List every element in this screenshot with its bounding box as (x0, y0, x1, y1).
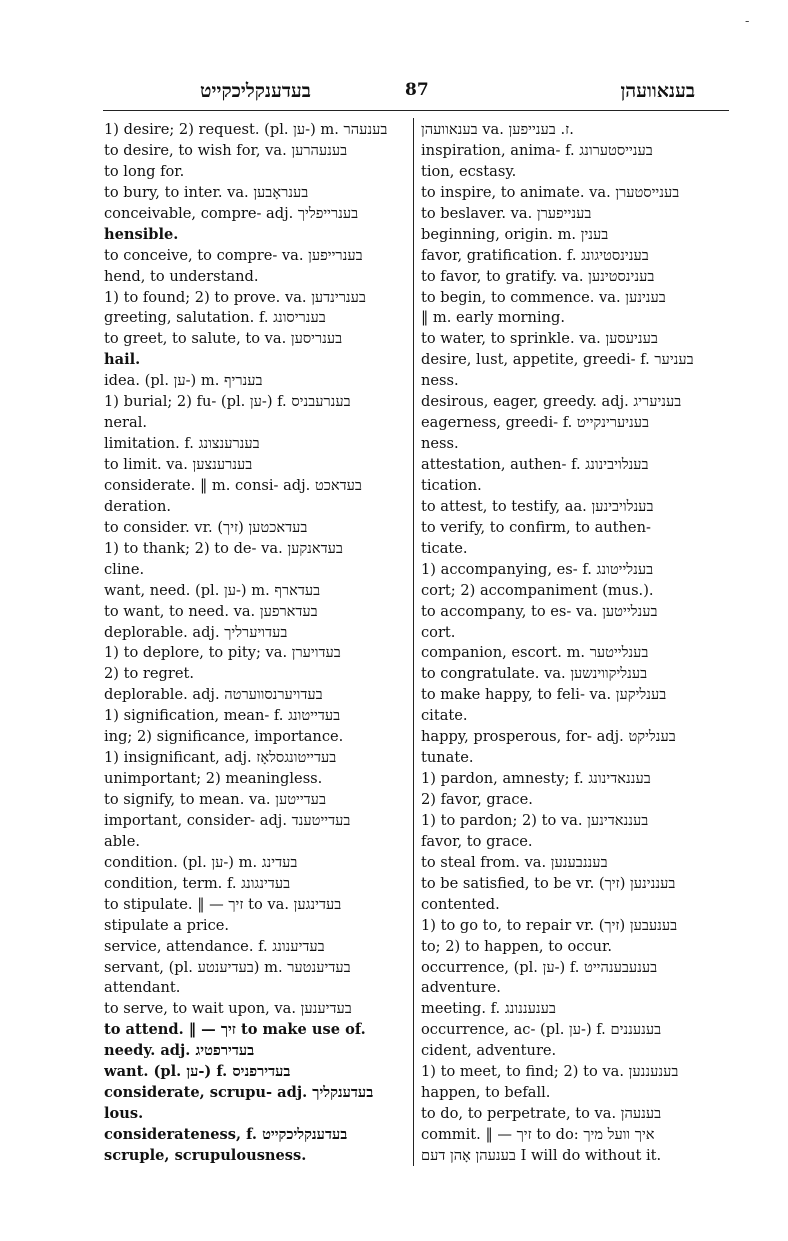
entry-line: hail. (104, 351, 141, 369)
entry-line: cline. (104, 560, 145, 578)
entry-line: 1) desire; 2) request. (pl. ען-) m. בענעהר (104, 121, 388, 138)
entry-line: stipulate a price. (104, 916, 230, 934)
entry-line: greeting, salutation. f. בענריסונג (104, 309, 326, 327)
entry-line: to limit. va. בענרענצען (104, 456, 253, 473)
entry-line: to congratulate. va. בענליקווינשען (421, 665, 648, 683)
entry-line: 1) to thank; 2) to de- va. בעדאנקען (104, 539, 343, 557)
entry-line: to make happy, to feli- va. בענליקען (421, 686, 667, 704)
entry-line: ness. (421, 435, 459, 453)
entry-line: attestation, authen- f. בענלויבינונג (421, 456, 649, 473)
entry-line: lous. (104, 1105, 144, 1123)
entry-line: בענעהן אָהן דעם I will do without it. (421, 1146, 662, 1164)
entry-line: to verify, to confirm, to authen- (421, 518, 651, 536)
entry-line: hensible. (104, 225, 179, 243)
entry-line: to accompany, to es- va. בענלייטען (421, 602, 658, 620)
entry-line: to attest, to testify, aa. בענלויבינען (421, 497, 654, 515)
entry-line: to begin, to commence. va. בענינען (421, 288, 666, 306)
entry-line: service, attendance. f. בעדיענונג (104, 937, 325, 955)
entry-line: to want, to need. va. בעדארפען (104, 602, 318, 620)
page-header (105, 80, 725, 108)
entry-line: considerate. ‖ m. consi- adj. בעדאכט (104, 476, 362, 494)
entry-line: 1) accompanying, es- f. בענלייטונג (421, 560, 654, 578)
entry-line: to do, to perpetrate, to va. בענעהן (421, 1105, 662, 1123)
entry-line: limitation. f. בענרענצונג (104, 435, 260, 453)
right-column (421, 120, 725, 1167)
entry-line: cort; 2) accompaniment (mus.). (421, 581, 654, 599)
entry-line: בענאוועהן va. ז. בענייפען. (421, 121, 574, 138)
entry-line: deplorable. adj. בעדויערנסווערטה (104, 686, 323, 704)
entry-line: ‖ m. early morning. (421, 309, 565, 327)
entry-line: occurrence, ac- (pl. ען-) f. בענעננים (421, 1021, 662, 1039)
entry-line: to desire, to wish for, va. בענעהרען (104, 141, 348, 159)
entry-line: meeting. f. בענעננונג (421, 1000, 556, 1018)
entry-line: cort. (421, 623, 456, 641)
entry-line: favor, gratification. f. בענינסטיגונג (421, 246, 649, 264)
entry-line: companion, escort. m. בענלייטער (421, 644, 649, 662)
entry-line: to beslaver. va. בענייפערן (421, 204, 592, 222)
entry-line: 2) favor, grace. (421, 791, 533, 808)
entry-line: citate. (421, 707, 468, 725)
entry-line: deplorable. adj. בעדויערליך (104, 623, 288, 641)
entry-line: to favor, to gratify. va. בענינסטינען (421, 267, 655, 285)
entry-line: 1) to found; 2) to prove. va. בענרינדען (104, 288, 366, 306)
entry-line: to greet, to salute, to va. בענריסען (104, 330, 343, 348)
entry-line: want, need. (pl. ען-) m. בעדארף (104, 581, 321, 599)
entry-line: adventure. (421, 979, 501, 997)
entry-line: condition, term. f. בעדינגונג (104, 874, 291, 892)
entry-line: 1) signification, mean- f. בעדייטונג (104, 707, 341, 725)
entry-line: ing; 2) significance, importance. (104, 728, 344, 746)
entry-line: to be satisfied, to be vr. (זיך) בעננינען (421, 874, 676, 892)
entry-line: to water, to sprinkle. va. בעניעסען (421, 330, 658, 348)
entry-line: 1) to meet, to find; 2) to va. בענעננען (421, 1063, 679, 1081)
entry-line: 1) insignificant, adj. בעדייטונגסלאָז (104, 749, 337, 767)
entry-line: eagerness, greedi- f. בעניערינקייט (421, 414, 650, 432)
entry-line: idea. (pl. ען-) m. בענריף (104, 372, 263, 390)
entry-line: neral. (104, 414, 148, 432)
left-guide-word: בעדענקליכקייט (200, 80, 311, 102)
entry-line: desirous, eager, greedy. adj. בעניעריג (421, 393, 682, 411)
entry-line: cident, adventure. (421, 1042, 557, 1060)
entry-line: important, consider- adj. בעדייטענד (104, 811, 351, 829)
entry-line: able. (104, 832, 140, 850)
entry-line: tion, ecstasy. (421, 162, 517, 180)
entry-line: want. (pl. ען-) f. בעדירפניס (104, 1063, 291, 1081)
left-column (104, 120, 406, 1167)
entry-line: 2) to regret. (104, 665, 194, 683)
entry-line: occurrence, (pl. ען-) f. בענעבענהייט (421, 958, 658, 976)
entry-line: tunate. (421, 749, 474, 767)
entry-line: to long for. (104, 162, 185, 180)
entry-line: to steal from. va. בעננבענען (421, 853, 608, 871)
entry-line: tication. (421, 476, 482, 494)
entry-line: commit. ‖ — זיך to do: איך וועל מיך (421, 1126, 655, 1143)
entry-line: condition. (pl. ען-) m. בעדינג (104, 853, 298, 871)
entry-line: beginning, origin. m. בענין (421, 225, 609, 243)
header-rule (103, 110, 729, 111)
entry-line: happy, prosperous, for- adj. בענליקט (421, 728, 676, 746)
entry-line: inspiration, anima- f. בענייסטערונג (421, 141, 653, 159)
entry-line: scruple, scrupulousness. (104, 1146, 307, 1164)
entry-line: hend, to understand. (104, 267, 259, 285)
entry-line: deration. (104, 497, 172, 515)
page-number: 87 (405, 80, 429, 100)
entry-line: to conceive, to compre- va. בענרייפען (104, 246, 363, 264)
entry-line: ticate. (421, 539, 468, 557)
entry-line: to serve, to wait upon, va. בעדיענען (104, 1000, 352, 1018)
entry-line: desire, lust, appetite, greedi- f. בעניער (421, 351, 694, 369)
entry-line: 1) to pardon; 2) to va. בעננאדינען (421, 811, 649, 829)
entry-line: attendant. (104, 979, 181, 997)
column-divider (413, 118, 414, 1166)
corner-mark: - (745, 14, 750, 29)
entry-line: conceivable, compre- adj. בענרייפליך (104, 204, 359, 222)
entry-line: considerate, scrupu- adj. בעדענקליך (104, 1084, 374, 1102)
entry-line: to signify, to mean. va. בעדייטען (104, 791, 326, 808)
entry-line: to inspire, to animate. va. בענייסטערן (421, 183, 680, 201)
entry-line: to; 2) to happen, to occur. (421, 937, 613, 955)
entry-line: contented. (421, 895, 500, 913)
entry-line: considerateness, f. בעדענקליכקייט (104, 1126, 348, 1143)
entry-line: to stipulate. ‖ — זיך to va. בעדינגען (104, 895, 342, 913)
entry-line: happen, to befall. (421, 1084, 551, 1102)
entry-line: to bury, to inter. va. בענראָבען (104, 183, 309, 201)
entry-line: 1) pardon, amnesty; f. בעננאדינונג (421, 770, 651, 788)
entry-line: needy. adj. בעדירפטיג (104, 1042, 255, 1060)
entry-line: to attend. ‖ — זיך to make use of. (104, 1021, 366, 1039)
entry-line: 1) to deplore, to pity; va. בעדויערן (104, 644, 341, 662)
entry-line: favor, to grace. (421, 832, 533, 850)
entry-line: servant, (pl. בעדיענטע) m. בעדיענטער (104, 958, 351, 976)
right-guide-word: בענאוועהן (620, 80, 695, 102)
entry-line: 1) to go to, to repair vr. (זיך) בענעבען (421, 916, 678, 934)
entry-line: ness. (421, 372, 459, 390)
entry-line: 1) burial; 2) fu- (pl. ען-) f. בענרעבניס (104, 393, 351, 411)
entry-line: to consider. vr. (זיך) בעדאכטען (104, 518, 308, 536)
entry-line: unimportant; 2) meaningless. (104, 770, 323, 788)
